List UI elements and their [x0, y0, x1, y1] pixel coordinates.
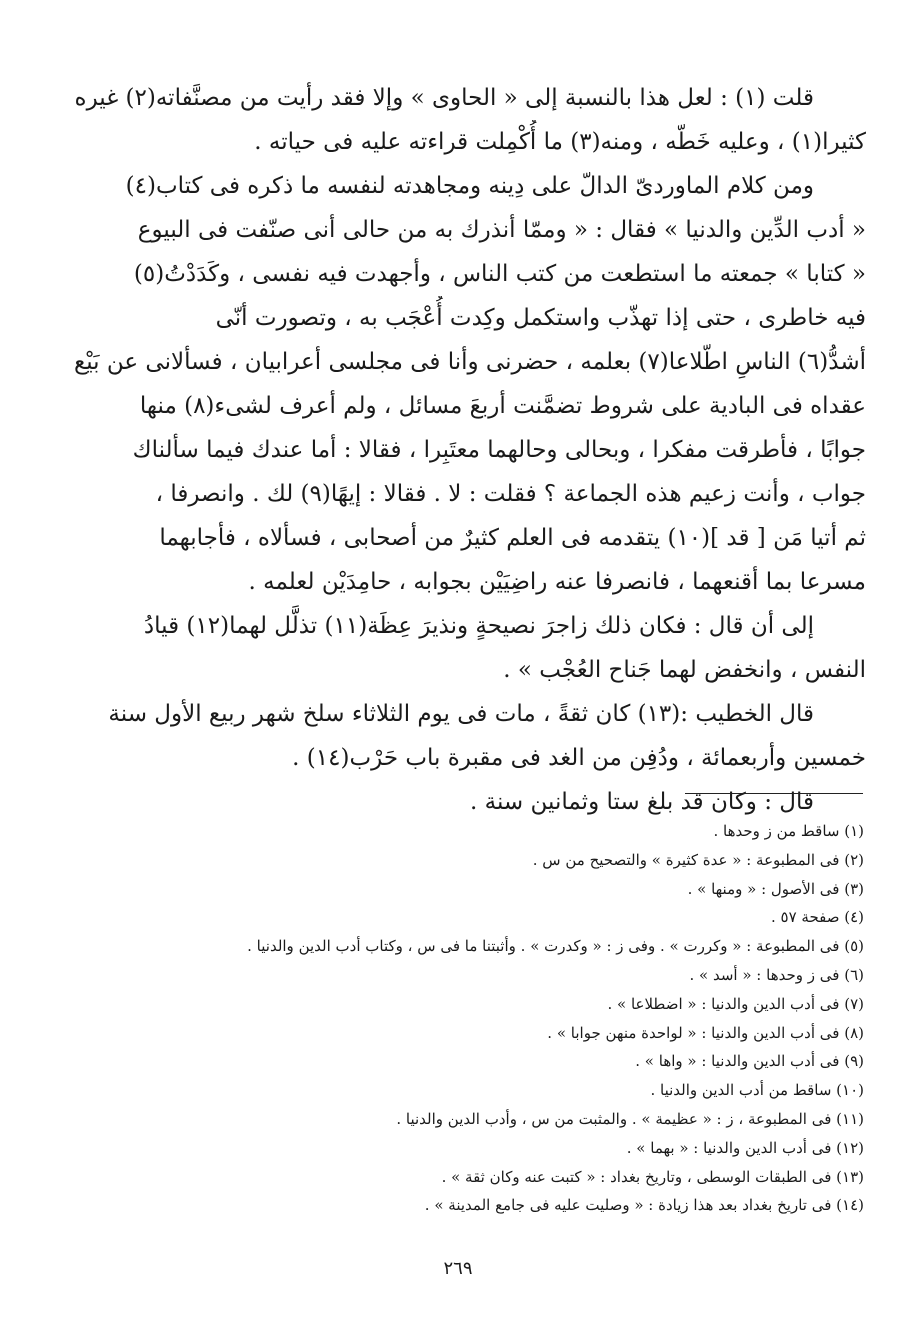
text-line: قال الخطيب :(١٣) كان ثقةً ، مات فى يوم الثلاثاء سلخ شهر ربيع الأول سنة	[108, 701, 814, 727]
footnote: (١٤) فى تاريخ بغداد بعد هذا زيادة : « وصليت عليه فى جامع المدينة » .	[424, 1196, 864, 1215]
text-line: عقداه فى البادية على شروط تضمَّنت أربعَ مسائل ، ولم أعرف لشىء(٨) منها	[139, 393, 866, 419]
page-number: ٢٦٩	[443, 1258, 473, 1279]
text-line: قلت (١) : لعل هذا بالنسبة إلى « الحاوى » وإلا فقد رأيت من مصنَّفاته(٢) غيره	[74, 85, 814, 111]
text-line: فيه خاطرى ، حتى إذا تهذّب واستكمل وكِدت أُعْجَب به ، وتصورت أنّى	[215, 305, 866, 331]
text-line: مسرعا بما أقنعهما ، فانصرفا عنه راضِيَيْن بجوابه ، حامِدَيْن لعلمه .	[248, 569, 866, 595]
text-line: النفس ، وانخفض لهما جَناح العُجْب » .	[503, 657, 866, 683]
text-line: قال : وكان قد بلغ ستا وثمانين سنة .	[470, 789, 814, 815]
footnote: (٣) فى الأصول : « ومنها » .	[687, 879, 864, 898]
text-line: خمسين وأربعمائة ، ودُفِن من الغد فى مقبرة باب حَرْب(١٤) .	[292, 745, 866, 771]
footnote: (١١) فى المطبوعة ، ز : « عظيمة » . والمثبت من س ، وأدب الدين والدنيا .	[396, 1109, 864, 1128]
footnote: (٨) فى أدب الدين والدنيا : « لواحدة منهن جوابا » .	[547, 1023, 864, 1042]
text-line: « أدب الدِّين والدنيا » فقال : « وممّا أنذرك به من حالى أنى صنّفت فى البيوع	[137, 217, 866, 243]
main-text	[48, 76, 866, 824]
footnotes	[64, 817, 864, 1220]
text-line: كثيرا(١) ، وعليه خَطّه ، ومنه(٣) ما أُكْمِلت قراءته عليه فى حياته .	[254, 129, 866, 155]
text-line: إلى أن قال : فكان ذلك زاجرَ نصيحةٍ ونذيرَ عِظَة(١١) تذلَّل لهما(١٢) قيادُ	[143, 613, 814, 639]
footnote-divider	[685, 793, 863, 794]
footnote: (٧) فى أدب الدين والدنيا : « اضطلاعا » .	[607, 994, 864, 1013]
footnote: (١٣) فى الطبقات الوسطى ، وتاريخ بغداد : « كتبت عنه وكان ثقة » .	[441, 1167, 864, 1186]
footnote: (١٢) فى أدب الدين والدنيا : « بهما » .	[626, 1138, 864, 1157]
text-line: جواب ، وأنت زعيم هذه الجماعة ؟ فقلت : لا . فقالا : إيهًا(٩) لك . وانصرفا ،	[155, 481, 866, 507]
text-line: أشدُّ(٦) الناسِ اطّلاعا(٧) بعلمه ، حضرنى وأنا فى مجلسى أعرابيان ، فسألانى عن بَيْع	[74, 349, 866, 375]
footnote: (٤) صفحة ٥٧ .	[770, 908, 864, 927]
footnote: (١) ساقط من ز وحدها .	[713, 822, 864, 840]
text-line: جوابًا ، فأطرقت مفكرا ، وبحالى وحالهما معتَبِرا ، فقالا : أما عندك فيما سألناك	[132, 437, 866, 463]
text-line: ومن كلام الماوردىّ الدالّ على دِينه ومجاهدته لنفسه ما ذكره فى كتاب(٤)	[125, 173, 814, 199]
text-line: « كتابا » جمعته ما استطعت من كتب الناس ، وأجهدت فيه نفسى ، وكَدَدْتُ(٥)	[133, 261, 866, 287]
footnote: (٩) فى أدب الدين والدنيا : « واها » .	[635, 1052, 864, 1071]
footnote: (٦) فى ز وحدها : « أسد » .	[689, 965, 864, 984]
footnote: (٢) فى المطبوعة : « عدة كثيرة » والتصحيح من س .	[532, 850, 864, 869]
footnote: (٥) فى المطبوعة : « وكررت » . وفى ز : « وكدرت » . وأثبتنا ما فى س ، وكتاب أدب الدين والدنيا .	[247, 937, 864, 956]
text-line: ثم أتيا مَن [ قد ](١٠) يتقدمه فى العلم كثيرٌ من أصحابى ، فسألاه ، فأجابهما	[159, 525, 866, 551]
footnote: (١٠) ساقط من أدب الدين والدنيا .	[650, 1081, 864, 1100]
